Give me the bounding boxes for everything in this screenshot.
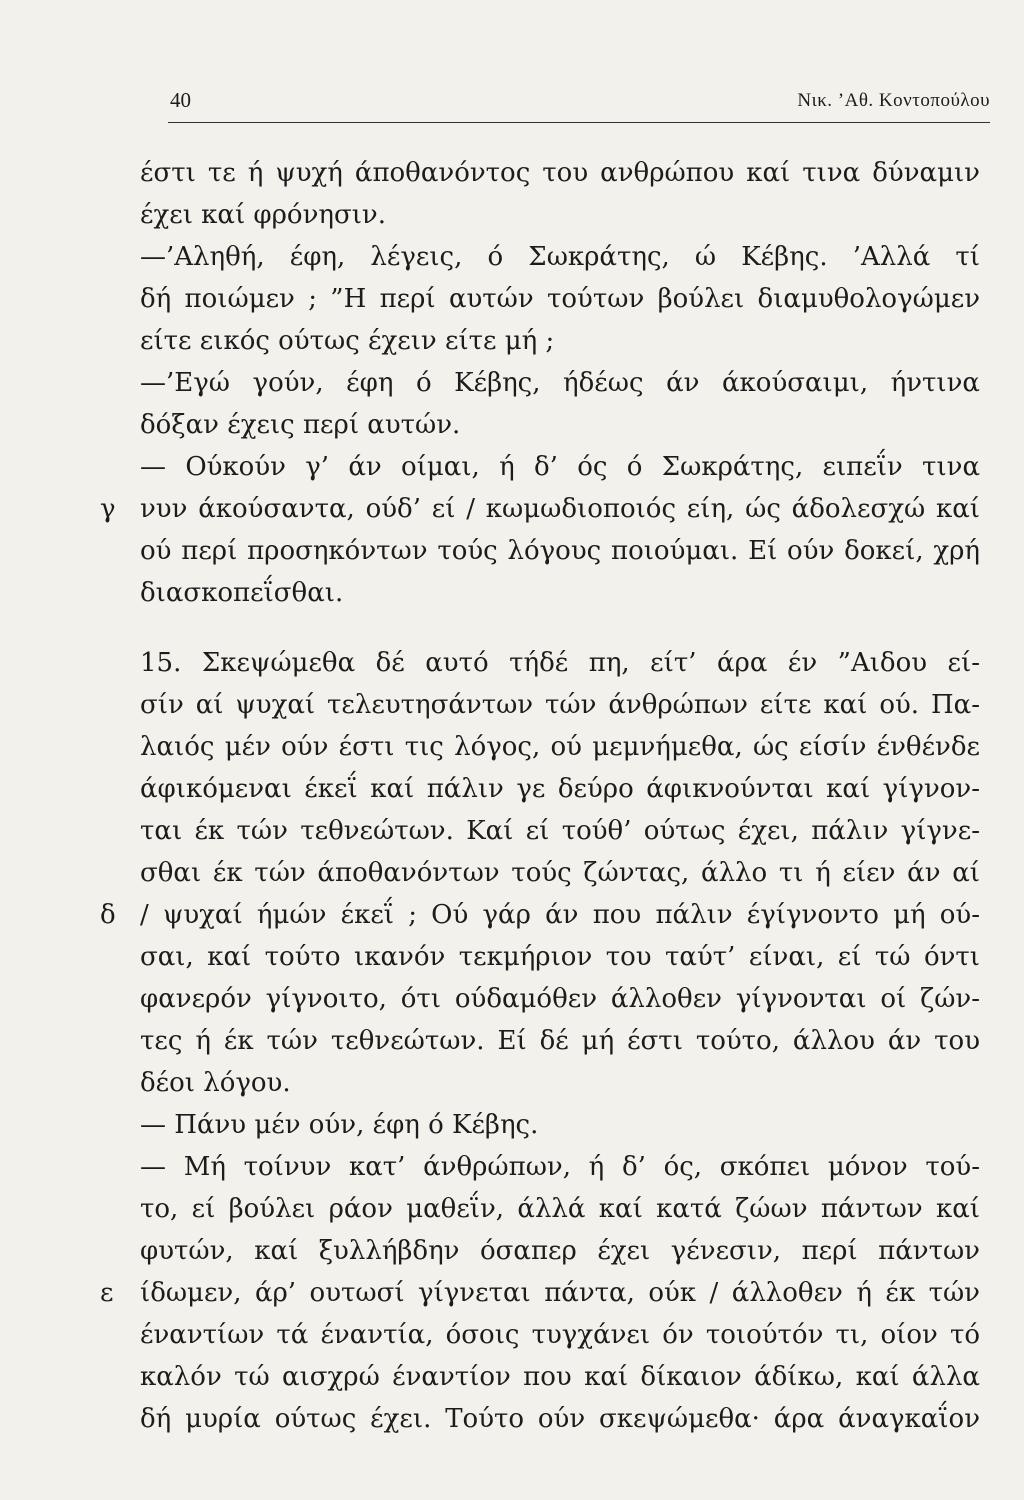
text-line: — Ούκούν γ’ άν οίμαι, ή δ’ ός ό Σωκράτης, ειπεΐν τινα bbox=[140, 452, 980, 482]
section-heading-line: 15. Σκεψώμεθα δέ αυτό τήδέ πη, είτ’ άρα έν ”Αιδου εί- bbox=[140, 648, 980, 678]
text-line: σαι, καί τούτο ικανόν τεκμήριον του ταύτ’ είναι, εί τώ όντι bbox=[140, 942, 980, 972]
text-line: νυν άκούσαντα, ούδ’ εί / κωμωδιοποιός είη, ώς άδολεσχώ καί bbox=[140, 494, 980, 524]
running-head bbox=[165, 88, 990, 118]
header-rule bbox=[168, 122, 990, 123]
text-line: —’Εγώ γούν, έφη ό Κέβης, ήδέως άν άκούσαιμι, ήντινα bbox=[140, 368, 980, 398]
margin-marker-gamma: γ bbox=[100, 494, 116, 524]
text-line: ού περί προσηκόντων τούς λόγους ποιούμαι. Εί ούν δοκεί, χρή bbox=[140, 536, 980, 566]
text-line: / ψυχαί ήμών έκεΐ ; Ού γάρ άν που πάλιν έγίγνοντο μή ού- bbox=[140, 900, 980, 930]
text-line: έστι τε ή ψυχή άποθανόντος του ανθρώπου καί τινα δύναμιν bbox=[140, 158, 980, 188]
text-line: έναντίων τά έναντία, όσοις τυγχάνει όν τοιούτόν τι, οίον τό bbox=[140, 1320, 980, 1350]
text-line: δή ποιώμεν ; ”Η περί αυτών τούτων βούλει διαμυθολογώμεν bbox=[140, 284, 980, 314]
text-line: ται έκ τών τεθνεώτων. Καί εί τούθ’ ούτως έχει, πάλιν γίγνε- bbox=[140, 816, 980, 846]
running-head-author: Νικ. ’Αθ. Κοντοπούλου bbox=[797, 90, 990, 111]
text-line: διασκοπεΐσθαι. bbox=[140, 578, 344, 608]
text-line: ίδωμεν, άρ’ ουτωσί γίγνεται πάντα, ούκ / άλλοθεν ή έκ τών bbox=[140, 1278, 980, 1308]
text-line: είτε εικός ούτως έχειν είτε μή ; bbox=[140, 326, 555, 356]
text-line: φυτών, καί ξυλλήβδην όσαπερ έχει γένεσιν, περί πάντων bbox=[140, 1236, 980, 1266]
page-number: 40 bbox=[170, 88, 191, 112]
text-line: άφικόμεναι έκεΐ καί πάλιν γε δεύρο άφικνούνται καί γίγνον- bbox=[140, 774, 980, 804]
text-line: δέοι λόγου. bbox=[140, 1068, 291, 1098]
margin-marker-delta: δ bbox=[100, 900, 116, 930]
text-line: λαιός μέν ούν έστι τις λόγος, ού μεμνήμεθα, ώς είσίν ένθένδε bbox=[140, 732, 980, 762]
text-line: — Μή τοίνυν κατ’ άνθρώπων, ή δ’ ός, σκόπει μόνον τού- bbox=[140, 1152, 980, 1182]
text-line: δόξαν έχεις περί αυτών. bbox=[140, 410, 461, 440]
text-line: σθαι έκ τών άποθανόντων τούς ζώντας, άλλο τι ή είεν άν αί bbox=[140, 858, 980, 888]
text-line: —’Αληθή, έφη, λέγεις, ό Σωκράτης, ώ Κέβης. ’Αλλά τί bbox=[140, 242, 980, 272]
text-line: το, εί βούλει ράον μαθεΐν, άλλά καί κατά ζώων πάντων καί bbox=[140, 1194, 980, 1224]
text-line: φανερόν γίγνοιτο, ότι ούδαμόθεν άλλοθεν γίγνονται οί ζών- bbox=[140, 984, 980, 1014]
text-line: καλόν τώ αισχρώ έναντίον που καί δίκαιον άδίκω, καί άλλα bbox=[140, 1362, 980, 1392]
text-line: δή μυρία ούτως έχει. Τούτο ούν σκεψώμεθα· άρα άναγκαΐον bbox=[140, 1404, 980, 1434]
text-line: τες ή έκ τών τεθνεώτων. Εί δέ μή έστι τούτο, άλλου άν του bbox=[140, 1026, 980, 1056]
text-line: — Πάνυ μέν ούν, έφη ό Κέβης. bbox=[140, 1110, 539, 1140]
text-line: σίν αί ψυχαί τελευτησάντων τών άνθρώπων είτε καί ού. Πα- bbox=[140, 690, 980, 720]
text-line: έχει καί φρόνησιν. bbox=[140, 200, 386, 230]
margin-marker-epsilon: ε bbox=[100, 1278, 114, 1308]
